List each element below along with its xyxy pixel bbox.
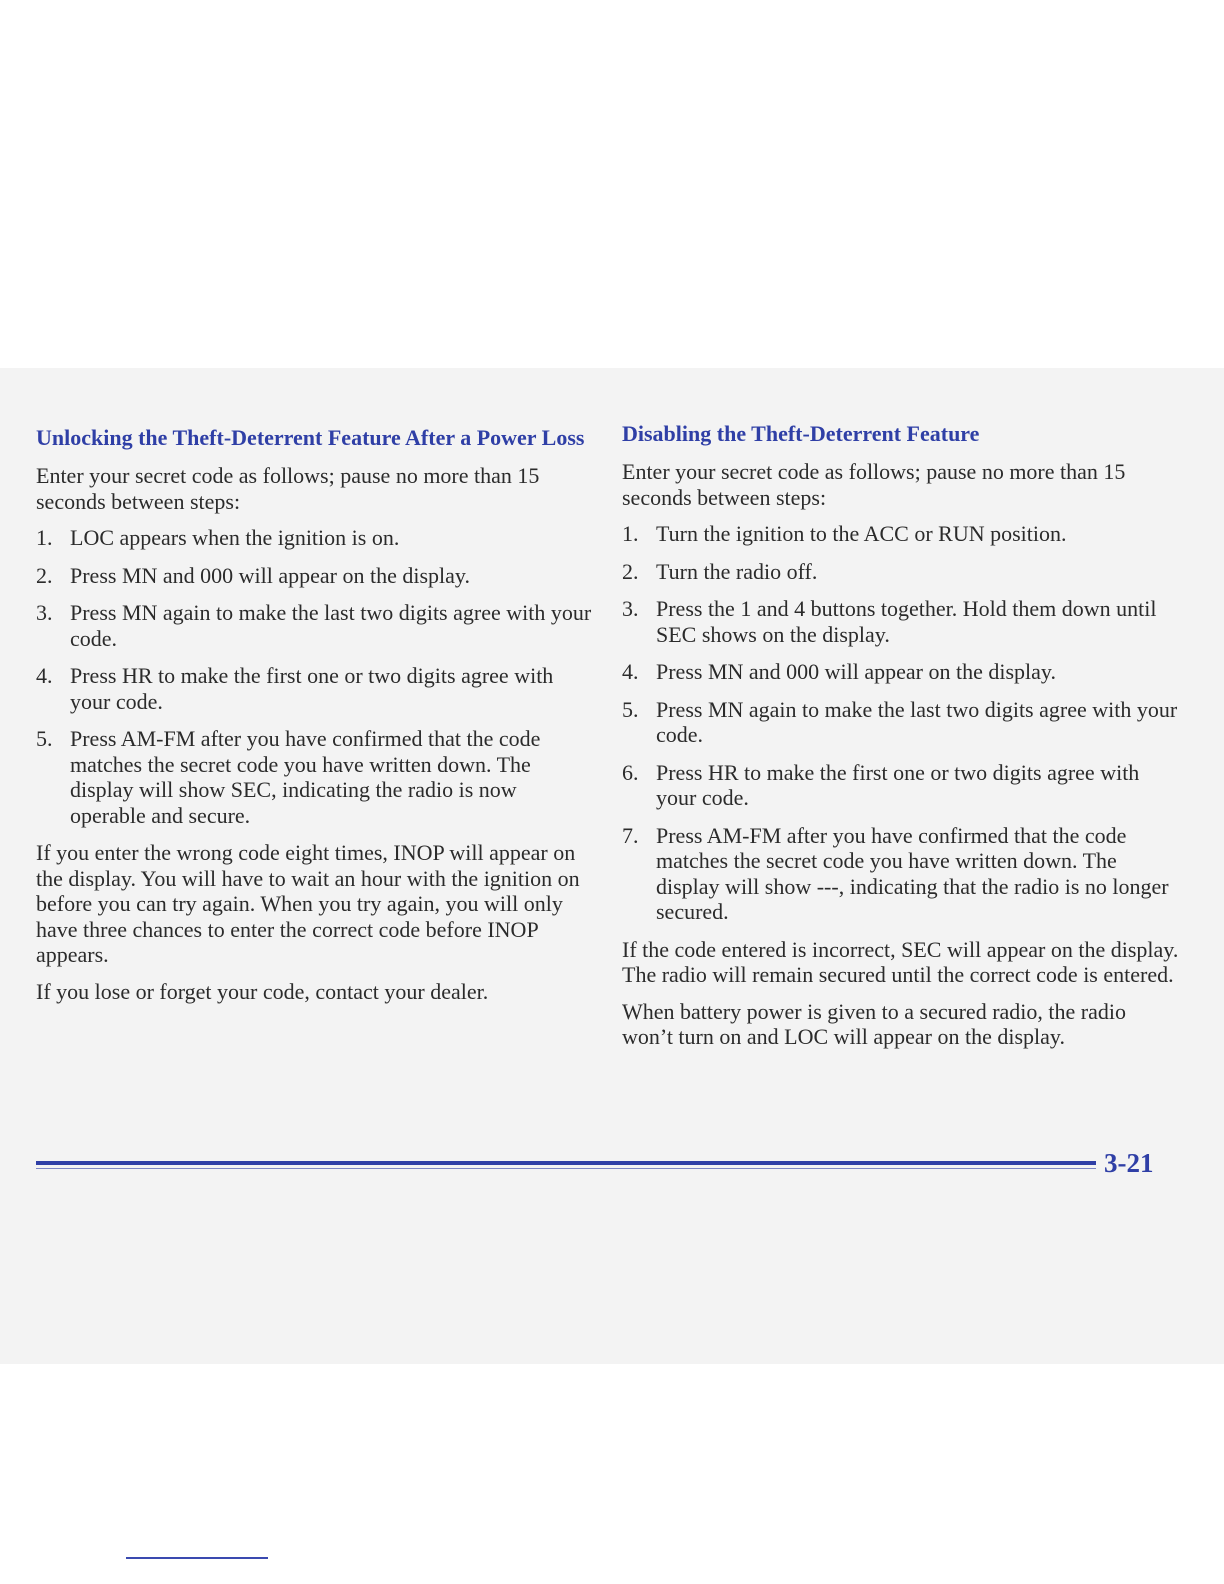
step-number: 7. [622,822,639,848]
page-number: 3-21 [1104,1148,1154,1178]
step-number: 1. [36,525,53,550]
list-item [622,521,1182,547]
step-text: Press HR to make the first one or two digits agree with your code. [70,663,554,714]
step-number: 5. [36,726,53,751]
step-number: 2. [36,562,53,588]
list-item [36,726,596,828]
list-item [622,596,1182,647]
left-heading: Unlocking the Theft-Deterrent Feature After a Power Loss [36,425,585,450]
list-item [36,663,596,714]
step-number: 3. [622,596,639,621]
list-item [622,760,1182,811]
footer-rule [36,1161,1096,1165]
step-text: LOC appears when the ignition is on. [70,525,400,550]
footer-rule-thin [36,1168,1096,1169]
step-text: Press MN and 000 will appear on the display. [70,562,471,588]
step-text: Press HR to make the first one or two digits agree with your code. [656,759,1140,810]
step-number: 2. [622,558,639,584]
list-item [622,697,1182,748]
step-text: Press AM-FM after you have confirmed that the code matches the secret code you have written down. The display will show SEC, indicating the radio is now operable and secure. [70,726,541,828]
step-number: 5. [622,696,639,722]
list-item [622,659,1182,685]
list-item [36,525,596,551]
right-column [622,420,1182,1061]
step-text: Press the 1 and 4 buttons together. Hold them down until SEC shows on the display. [656,596,1157,647]
step-text: Press AM-FM after you have confirmed that the code matches the secret code you have written down. The display will show ---, indicating that the radio is no longer secured. [656,822,1169,924]
right-steps-list [622,521,1182,925]
step-number: 6. [622,759,639,785]
list-item [36,600,596,651]
left-steps-list [36,525,596,828]
step-text: Press MN and 000 will appear on the display. [656,659,1057,684]
step-text: Turn the radio off. [656,558,818,584]
step-number: 4. [36,663,53,688]
step-text: Turn the ignition to the ACC or RUN position. [656,521,1067,546]
step-text: Press MN again to make the last two digits agree with your code. [70,600,592,651]
step-number: 3. [36,600,53,625]
list-item [622,559,1182,585]
list-item [36,563,596,589]
left-paragraph-lost-code: If you lose or forget your code, contact your dealer. [36,978,489,1004]
step-number: 1. [622,521,639,546]
step-number: 4. [622,659,639,684]
right-heading: Disabling the Theft-Deterrent Feature [622,421,980,446]
step-text: Press MN again to make the last two digits agree with your code. [656,696,1178,747]
bottom-divider [126,1557,268,1559]
left-intro: Enter your secret code as follows; pause no more than 15 seconds between steps: [36,463,540,514]
left-column [36,424,596,1015]
list-item [622,823,1182,925]
right-intro: Enter your secret code as follows; pause no more than 15 seconds between steps: [622,459,1126,510]
right-paragraph-battery-power: When battery power is given to a secured radio, the radio won’t turn on and LOC will appear on the display. [622,998,1126,1049]
left-paragraph-wrong-code: If you enter the wrong code eight times, INOP will appear on the display. You will have to wait an hour with the ignition on before you can try again. When you try again, you will only have three chances to enter the correct code before INOP appears. [36,840,580,967]
right-paragraph-incorrect-code: If the code entered is incorrect, SEC will appear on the display. The radio will remain secured until the correct code is entered. [622,936,1179,987]
